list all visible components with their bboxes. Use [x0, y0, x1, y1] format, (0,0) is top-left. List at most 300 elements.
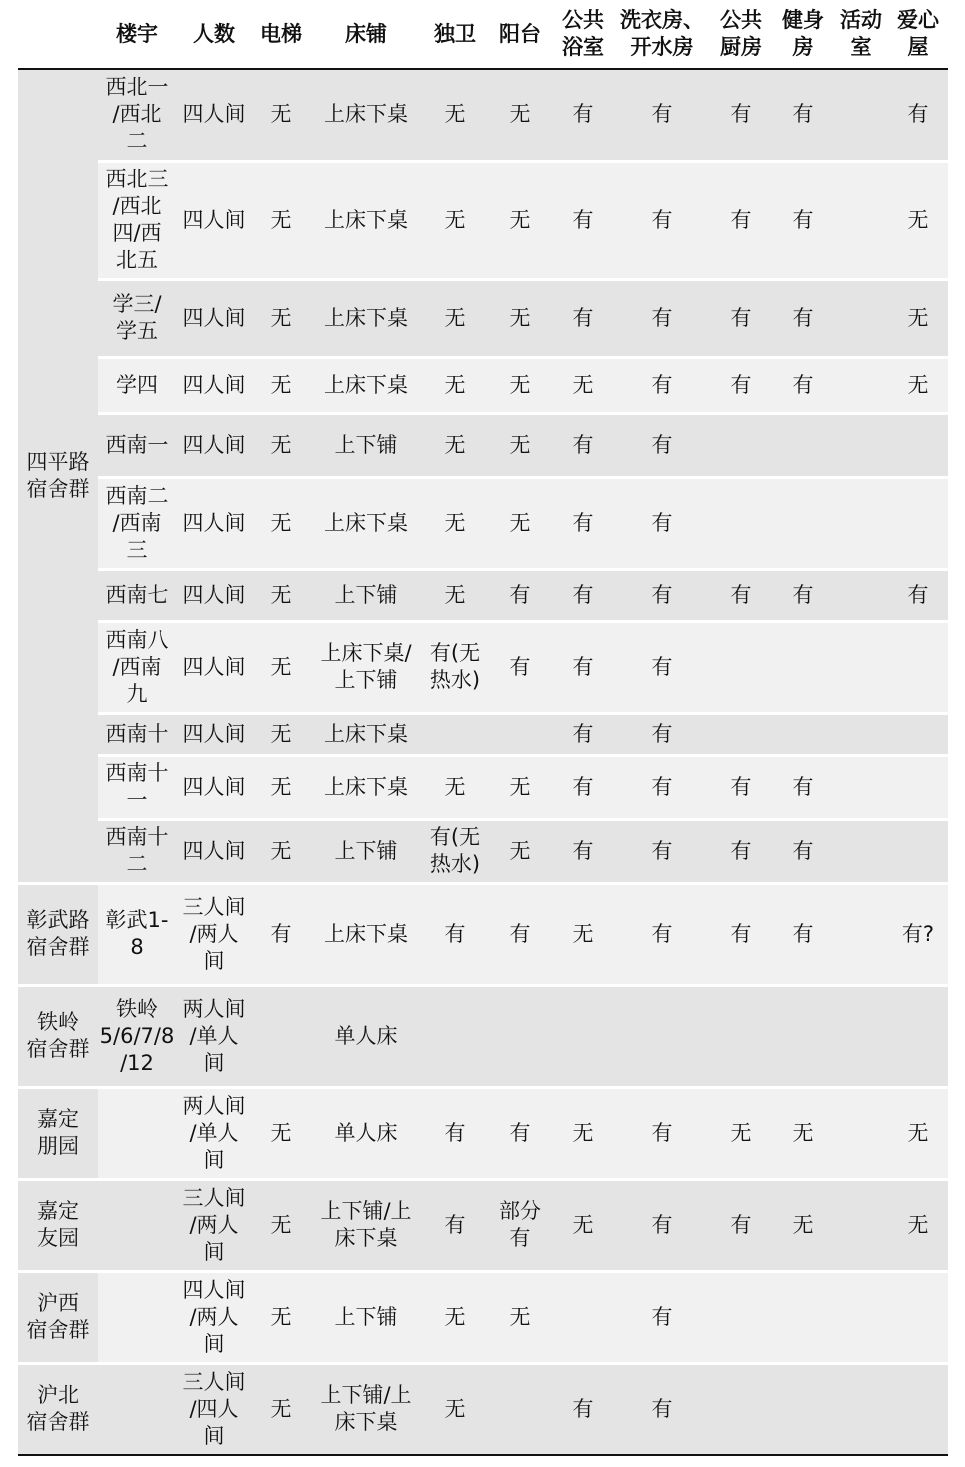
charity-room-cell	[888, 1271, 948, 1363]
group-name-cell	[18, 1363, 98, 1455]
bed-cell	[310, 883, 422, 985]
balcony-value: 无	[509, 305, 531, 330]
gym-value: 有	[792, 305, 814, 330]
occupancy-cell	[176, 69, 252, 161]
group-name: 嘉定 友园	[37, 1199, 79, 1250]
bed-cell	[310, 477, 422, 569]
gym-cell	[772, 621, 834, 713]
charity-room-cell	[888, 1087, 948, 1179]
public-bath-cell	[552, 713, 614, 755]
public-bath-value: 有	[572, 510, 594, 535]
private-bath-cell	[422, 883, 488, 985]
occupancy-value: 四人间 /两人 间	[182, 1277, 246, 1356]
bed-value: 上床下桌	[324, 372, 408, 397]
elevator-value: 无	[270, 510, 292, 535]
private-bath-value: 无	[444, 774, 466, 799]
private-bath-cell	[422, 569, 488, 621]
laundry-water-value: 有	[651, 432, 673, 457]
bed-cell	[310, 819, 422, 883]
public-kitchen-cell	[710, 279, 772, 357]
laundry-water-cell	[614, 621, 710, 713]
table-row	[18, 413, 948, 477]
private-bath-cell	[422, 713, 488, 755]
bed-cell	[310, 1363, 422, 1455]
table-row	[18, 621, 948, 713]
public-kitchen-cell	[710, 883, 772, 985]
laundry-water-cell	[614, 819, 710, 883]
laundry-water-cell	[614, 985, 710, 1087]
private-bath-cell	[422, 477, 488, 569]
elevator-cell	[252, 413, 310, 477]
private-bath-value: 无	[444, 1396, 466, 1421]
laundry-water-cell	[614, 279, 710, 357]
gym-cell	[772, 883, 834, 985]
occupancy-value: 四人间	[182, 721, 246, 746]
elevator-cell	[252, 621, 310, 713]
bed-value: 上下铺/上 床下桌	[320, 1383, 412, 1435]
gym-value: 有	[792, 582, 814, 607]
gym-cell	[772, 161, 834, 279]
building-value: 西南十 二	[105, 825, 169, 876]
bed-value: 上床下桌	[324, 774, 408, 799]
laundry-water-cell	[614, 713, 710, 755]
table-row	[18, 161, 948, 279]
balcony-cell	[488, 1179, 552, 1271]
charity-room-cell	[888, 621, 948, 713]
public-bath-value: 无	[572, 1212, 594, 1237]
balcony-cell	[488, 279, 552, 357]
public-kitchen-cell	[710, 1087, 772, 1179]
private-bath-value: 无	[444, 305, 466, 330]
laundry-water-value: 有	[651, 1212, 673, 1237]
laundry-water-value: 有	[651, 774, 673, 799]
occupancy-cell	[176, 713, 252, 755]
private-bath-cell	[422, 161, 488, 279]
gym-cell	[772, 755, 834, 819]
public-kitchen-value: 有	[730, 582, 752, 607]
header-label: 爱心 屋	[897, 8, 939, 59]
occupancy-cell	[176, 755, 252, 819]
gym-cell	[772, 1363, 834, 1455]
private-bath-cell	[422, 279, 488, 357]
laundry-water-cell	[614, 755, 710, 819]
charity-room-cell	[888, 1363, 948, 1455]
occupancy-value: 两人间 /单人 间	[182, 1093, 246, 1172]
charity-room-value: 有?	[901, 921, 935, 946]
public-kitchen-cell	[710, 357, 772, 413]
balcony-value: 无	[509, 102, 531, 127]
activity-room-cell	[834, 755, 888, 819]
elevator-value: 无	[270, 207, 292, 232]
charity-room-cell	[888, 279, 948, 357]
elevator-cell	[252, 161, 310, 279]
laundry-water-value: 有	[651, 1304, 673, 1329]
elevator-cell	[252, 883, 310, 985]
gym-cell	[772, 69, 834, 161]
laundry-water-value: 有	[651, 838, 673, 863]
occupancy-value: 四人间	[182, 207, 246, 232]
charity-room-cell	[888, 1179, 948, 1271]
private-bath-cell	[422, 1271, 488, 1363]
public-bath-value: 无	[572, 372, 594, 397]
private-bath-value: 有	[444, 921, 466, 946]
public-bath-value: 无	[572, 921, 594, 946]
charity-room-value: 无	[907, 372, 929, 397]
charity-room-cell	[888, 755, 948, 819]
activity-room-cell	[834, 69, 888, 161]
building-value: 西南八 /西南 九	[105, 627, 169, 706]
elevator-value: 无	[270, 1396, 292, 1421]
occupancy-cell	[176, 477, 252, 569]
charity-room-cell	[888, 69, 948, 161]
building-value: 彰武1- 8	[105, 908, 169, 959]
group-name-cell	[18, 1271, 98, 1363]
bed-cell	[310, 621, 422, 713]
balcony-cell	[488, 819, 552, 883]
building-cell	[98, 357, 176, 413]
building-cell	[98, 413, 176, 477]
elevator-cell	[252, 1087, 310, 1179]
gym-cell	[772, 569, 834, 621]
building-value: 西南二 /西南 三	[105, 483, 169, 562]
occupancy-cell	[176, 1179, 252, 1271]
elevator-cell	[252, 69, 310, 161]
elevator-value: 无	[270, 432, 292, 457]
activity-room-cell	[834, 569, 888, 621]
table-row	[18, 1363, 948, 1455]
private-bath-value: 无	[444, 582, 466, 607]
charity-room-cell	[888, 883, 948, 985]
header-label: 床铺	[345, 21, 387, 46]
elevator-value: 无	[270, 305, 292, 330]
elevator-cell	[252, 357, 310, 413]
public-bath-value: 有	[572, 582, 594, 607]
public-kitchen-cell	[710, 477, 772, 569]
public-kitchen-value: 有	[730, 207, 752, 232]
occupancy-value: 四人间	[182, 432, 246, 457]
building-cell	[98, 161, 176, 279]
balcony-value: 无	[509, 432, 531, 457]
balcony-cell	[488, 1271, 552, 1363]
public-bath-cell	[552, 357, 614, 413]
gym-value: 有	[792, 207, 814, 232]
table-row	[18, 1271, 948, 1363]
table-row	[18, 755, 948, 819]
building-value: 西南十	[105, 721, 169, 746]
building-cell	[98, 819, 176, 883]
building-cell	[98, 1087, 176, 1179]
public-kitchen-value: 有	[730, 372, 752, 397]
public-bath-cell	[552, 69, 614, 161]
balcony-cell	[488, 883, 552, 985]
private-bath-value: 无	[444, 432, 466, 457]
occupancy-value: 四人间	[182, 102, 246, 127]
elevator-value: 无	[270, 721, 292, 746]
charity-room-value: 无	[907, 1120, 929, 1145]
bed-cell	[310, 279, 422, 357]
public-bath-cell	[552, 413, 614, 477]
elevator-cell	[252, 569, 310, 621]
bed-value: 上下铺	[334, 838, 398, 863]
balcony-cell	[488, 713, 552, 755]
balcony-cell	[488, 985, 552, 1087]
occupancy-value: 四人间	[182, 510, 246, 535]
charity-room-cell	[888, 985, 948, 1087]
occupancy-value: 四人间	[182, 305, 246, 330]
public-kitchen-cell	[710, 755, 772, 819]
bed-cell	[310, 1271, 422, 1363]
bed-cell	[310, 357, 422, 413]
private-bath-cell	[422, 755, 488, 819]
group-name-cell	[18, 985, 98, 1087]
header-cell-5	[422, 0, 488, 69]
group-name: 四平路 宿舍群	[26, 449, 90, 501]
group-name-cell	[18, 1179, 98, 1271]
bed-value: 单人床	[334, 1120, 398, 1145]
private-bath-value: 有	[444, 1212, 466, 1237]
activity-room-cell	[834, 1179, 888, 1271]
group-name: 沪北 宿舍群	[26, 1383, 90, 1435]
private-bath-cell	[422, 413, 488, 477]
header-label: 公共 浴室	[562, 8, 604, 59]
balcony-value: 无	[509, 774, 531, 799]
group-name-cell	[18, 69, 98, 883]
public-bath-cell	[552, 1271, 614, 1363]
balcony-cell	[488, 755, 552, 819]
laundry-water-cell	[614, 413, 710, 477]
gym-value: 有	[792, 372, 814, 397]
bed-cell	[310, 713, 422, 755]
header-label: 健身 房	[782, 8, 824, 59]
elevator-value: 无	[270, 1120, 292, 1145]
balcony-value: 无	[509, 1304, 531, 1329]
public-bath-value: 无	[572, 1120, 594, 1145]
private-bath-value: 有	[444, 1120, 466, 1145]
elevator-cell	[252, 819, 310, 883]
building-cell	[98, 569, 176, 621]
balcony-cell	[488, 569, 552, 621]
occupancy-cell	[176, 569, 252, 621]
building-value: 西北三 /西北 四/西 北五	[105, 167, 169, 272]
activity-room-cell	[834, 357, 888, 413]
occupancy-cell	[176, 357, 252, 413]
header-label: 公共 厨房	[720, 8, 762, 59]
header-cell-2	[176, 0, 252, 69]
bed-value: 上下铺	[334, 432, 398, 457]
activity-room-cell	[834, 161, 888, 279]
activity-room-cell	[834, 413, 888, 477]
balcony-cell	[488, 413, 552, 477]
laundry-water-value: 有	[651, 1396, 673, 1421]
activity-room-cell	[834, 1271, 888, 1363]
public-kitchen-value: 有	[730, 838, 752, 863]
public-bath-value: 有	[572, 838, 594, 863]
public-bath-cell	[552, 569, 614, 621]
public-bath-value: 有	[572, 102, 594, 127]
public-bath-cell	[552, 477, 614, 569]
public-kitchen-value: 有	[730, 1212, 752, 1237]
bed-value: 单人床	[334, 1023, 398, 1048]
bed-value: 上床下桌	[324, 921, 408, 946]
charity-room-value: 无	[907, 305, 929, 330]
charity-room-cell	[888, 413, 948, 477]
occupancy-cell	[176, 985, 252, 1087]
public-bath-value: 有	[572, 774, 594, 799]
header-cell-8	[614, 0, 710, 69]
laundry-water-cell	[614, 1363, 710, 1455]
private-bath-cell	[422, 1087, 488, 1179]
public-bath-cell	[552, 161, 614, 279]
public-bath-cell	[552, 1087, 614, 1179]
elevator-cell	[252, 477, 310, 569]
table-row	[18, 985, 948, 1087]
balcony-value: 有	[509, 1120, 531, 1145]
gym-value: 无	[792, 1120, 814, 1145]
gym-value: 无	[792, 1212, 814, 1237]
bed-value: 上下铺	[334, 1304, 398, 1329]
balcony-value: 部分 有	[499, 1199, 541, 1250]
laundry-water-value: 有	[651, 102, 673, 127]
gym-cell	[772, 279, 834, 357]
laundry-water-value: 有	[651, 921, 673, 946]
balcony-value: 无	[509, 838, 531, 863]
occupancy-cell	[176, 161, 252, 279]
table-header	[18, 0, 948, 69]
building-cell	[98, 1363, 176, 1455]
bed-cell	[310, 1087, 422, 1179]
elevator-value: 无	[270, 1212, 292, 1237]
balcony-value: 有	[509, 654, 531, 679]
public-bath-cell	[552, 755, 614, 819]
header-cell-12	[888, 0, 948, 69]
laundry-water-value: 有	[651, 305, 673, 330]
gym-cell	[772, 1179, 834, 1271]
charity-room-cell	[888, 357, 948, 413]
activity-room-cell	[834, 883, 888, 985]
activity-room-cell	[834, 621, 888, 713]
header-label: 洗衣房、 开水房	[620, 8, 704, 59]
elevator-value: 无	[270, 654, 292, 679]
private-bath-cell	[422, 1363, 488, 1455]
laundry-water-value: 有	[651, 721, 673, 746]
bed-cell	[310, 413, 422, 477]
occupancy-value: 四人间	[182, 372, 246, 397]
private-bath-cell	[422, 69, 488, 161]
occupancy-value: 四人间	[182, 774, 246, 799]
public-bath-value: 有	[572, 1396, 594, 1421]
building-cell	[98, 69, 176, 161]
occupancy-cell	[176, 819, 252, 883]
elevator-value: 无	[270, 372, 292, 397]
group-name: 沪西 宿舍群	[26, 1291, 90, 1342]
charity-room-cell	[888, 569, 948, 621]
bed-value: 上床下桌	[324, 102, 408, 127]
public-kitchen-cell	[710, 985, 772, 1087]
group-name: 彰武路 宿舍群	[26, 908, 90, 959]
balcony-cell	[488, 477, 552, 569]
bed-value: 上床下桌/ 上下铺	[320, 641, 412, 692]
laundry-water-value: 有	[651, 207, 673, 232]
elevator-cell	[252, 1363, 310, 1455]
activity-room-cell	[834, 985, 888, 1087]
building-cell	[98, 985, 176, 1087]
gym-value: 有	[792, 921, 814, 946]
gym-cell	[772, 713, 834, 755]
public-kitchen-cell	[710, 1271, 772, 1363]
table-row	[18, 69, 948, 161]
bed-cell	[310, 1179, 422, 1271]
occupancy-cell	[176, 279, 252, 357]
gym-cell	[772, 985, 834, 1087]
laundry-water-cell	[614, 569, 710, 621]
gym-cell	[772, 477, 834, 569]
balcony-cell	[488, 357, 552, 413]
public-bath-cell	[552, 883, 614, 985]
public-bath-value: 有	[572, 721, 594, 746]
balcony-value: 无	[509, 510, 531, 535]
building-cell	[98, 883, 176, 985]
gym-value: 有	[792, 838, 814, 863]
bed-value: 上床下桌	[324, 305, 408, 330]
table-body	[18, 69, 948, 1455]
public-bath-value: 有	[572, 207, 594, 232]
balcony-cell	[488, 1363, 552, 1455]
header-label: 楼宇	[116, 21, 158, 46]
building-value: 西南十 一	[105, 761, 169, 812]
building-cell	[98, 477, 176, 569]
occupancy-cell	[176, 1363, 252, 1455]
bed-cell	[310, 569, 422, 621]
balcony-value: 无	[509, 372, 531, 397]
laundry-water-value: 有	[651, 372, 673, 397]
bed-cell	[310, 985, 422, 1087]
public-bath-cell	[552, 1363, 614, 1455]
building-cell	[98, 1179, 176, 1271]
group-name: 铁岭 宿舍群	[26, 1010, 90, 1061]
table-row	[18, 477, 948, 569]
public-bath-cell	[552, 985, 614, 1087]
public-bath-cell	[552, 819, 614, 883]
private-bath-cell	[422, 985, 488, 1087]
occupancy-value: 四人间	[182, 654, 246, 679]
table-row	[18, 883, 948, 985]
header-cell-1	[98, 0, 176, 69]
header-cell-6	[488, 0, 552, 69]
gym-cell	[772, 1271, 834, 1363]
header-label: 活动 室	[840, 8, 882, 59]
laundry-water-cell	[614, 1271, 710, 1363]
building-value: 西南七	[105, 582, 169, 607]
elevator-value: 无	[270, 1304, 292, 1329]
private-bath-value: 有(无 热水)	[429, 825, 481, 876]
occupancy-cell	[176, 1087, 252, 1179]
header-cell-10	[772, 0, 834, 69]
header-label: 人数	[193, 21, 235, 46]
activity-room-cell	[834, 713, 888, 755]
dormitory-comparison-table	[18, 0, 948, 1456]
private-bath-value: 无	[444, 510, 466, 535]
public-bath-cell	[552, 621, 614, 713]
public-kitchen-value: 有	[730, 921, 752, 946]
charity-room-cell	[888, 477, 948, 569]
laundry-water-cell	[614, 1087, 710, 1179]
building-cell	[98, 621, 176, 713]
occupancy-cell	[176, 621, 252, 713]
table-row	[18, 1179, 948, 1271]
bed-value: 上床下桌	[324, 207, 408, 232]
balcony-cell	[488, 621, 552, 713]
private-bath-cell	[422, 357, 488, 413]
